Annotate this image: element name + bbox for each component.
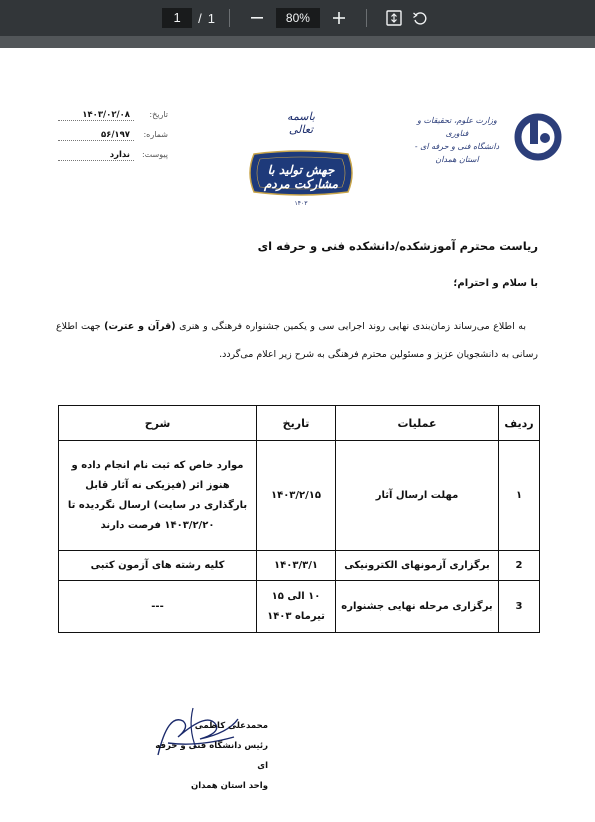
number-label: شماره: <box>143 130 168 139</box>
row-amaliat: برگزاری مرحله نهایی جشنواره <box>336 581 499 633</box>
row-radif: 3 <box>499 581 540 633</box>
zoom-in-button[interactable] <box>326 5 352 31</box>
row-radif: ۱ <box>499 441 540 551</box>
bismillah: باسمه تعالی <box>287 110 315 136</box>
row-sharh: --- <box>59 581 257 633</box>
letter-body <box>56 313 538 369</box>
toolbar-divider <box>229 9 230 27</box>
signer-unit: واحد استان همدان <box>190 781 268 791</box>
date-label: تاریخ: <box>149 110 168 119</box>
table-row <box>59 581 540 633</box>
center-header <box>246 110 356 210</box>
zoom-out-button[interactable] <box>244 5 270 31</box>
row-tarikh: ۱۴۰۳/۳/۱ <box>257 551 336 581</box>
body-part-1: به اطلاع می‌رساند زمان‌بندی نهایی روند اجرایی سی و یکمین جشنواره فرهنگی و هنری <box>175 321 526 332</box>
letter-metadata <box>58 110 168 170</box>
row-radif: 2 <box>499 551 540 581</box>
header-sharh: شرح <box>59 406 257 441</box>
number-row <box>58 130 168 150</box>
row-sharh: موارد خاص که ثبت نام انجام داده و هنوز اثر (فیزیکی نه آثار قابل بارگذاری در سایت) ارسال نگردیده تا ۱۴۰۳/۲/۲۰ فرصت دارند <box>59 441 257 551</box>
ministry-name <box>407 114 507 166</box>
signer-name: محمدعلی کاظمی <box>194 721 268 731</box>
fit-page-icon <box>386 10 402 26</box>
total-pages: 1 <box>207 10 215 26</box>
schedule-table <box>58 405 540 633</box>
number-value: ۵۶/۱۹۷ <box>58 130 134 141</box>
row-tarikh: ۱۴۰۳/۲/۱۵ <box>257 441 336 551</box>
header-tarikh: تاریخ <box>257 406 336 441</box>
plus-icon <box>333 12 345 24</box>
date-row <box>58 110 168 130</box>
minus-icon <box>251 12 263 24</box>
header-amaliat: عملیات <box>336 406 499 441</box>
table-row <box>59 441 540 551</box>
ministry-line-1: وزارت علوم، تحقیقات و فناوری <box>417 116 497 138</box>
university-logo-icon <box>511 110 565 164</box>
row-amaliat: مهلت ارسال آثار <box>336 441 499 551</box>
ministry-header <box>415 106 565 166</box>
table-row <box>59 551 540 581</box>
signature-block <box>148 716 268 796</box>
body-bold: (قرآن و عترت) <box>104 321 176 332</box>
fit-page-button[interactable] <box>381 5 407 31</box>
attachment-row <box>58 150 168 170</box>
page-navigation <box>162 8 215 28</box>
toolbar-divider <box>366 9 367 27</box>
ministry-line-2: دانشگاه فنی و حرفه ای - استان همدان <box>414 142 500 164</box>
document-page <box>0 48 595 822</box>
rotate-icon <box>412 10 428 26</box>
header-radif: ردیف <box>499 406 540 441</box>
attachment-label: پیوست: <box>141 150 168 159</box>
body-part-2: جهت اطلاع رسانی به دانشجویان عزیز و مسئولین محترم فرهنگی به شرح زیر اعلام می‌گردد. <box>56 321 538 360</box>
slogan-year: ۱۴۰۳ <box>294 200 308 207</box>
letter-title: ریاست محترم آموزشکده/دانشکده فنی و حرفه ای <box>257 239 538 253</box>
zoom-level-input[interactable]: 80% <box>276 8 320 28</box>
page-number-input[interactable]: 1 <box>162 8 192 28</box>
attachment-value: ندارد <box>58 150 134 161</box>
pdf-toolbar <box>0 0 595 36</box>
row-sharh: کلیه رشته های آزمون کتبی <box>59 551 257 581</box>
table-header-row <box>59 406 540 441</box>
row-amaliat: برگزاری آزمونهای الکترونیکی <box>336 551 499 581</box>
date-value: ۱۴۰۳/۰۲/۰۸ <box>58 110 134 121</box>
rotate-button[interactable] <box>407 5 433 31</box>
row-tarikh: ۱۰ الی ۱۵ تیرماه ۱۴۰۳ <box>257 581 336 633</box>
letter-greeting: با سلام و احترام؛ <box>453 278 538 289</box>
signer-position: رئیس دانشگاه فنی و حرفه ای <box>155 741 268 771</box>
page-separator: / <box>198 10 202 26</box>
slogan-text: جهش تولید با مشارکت مردم <box>263 163 339 191</box>
